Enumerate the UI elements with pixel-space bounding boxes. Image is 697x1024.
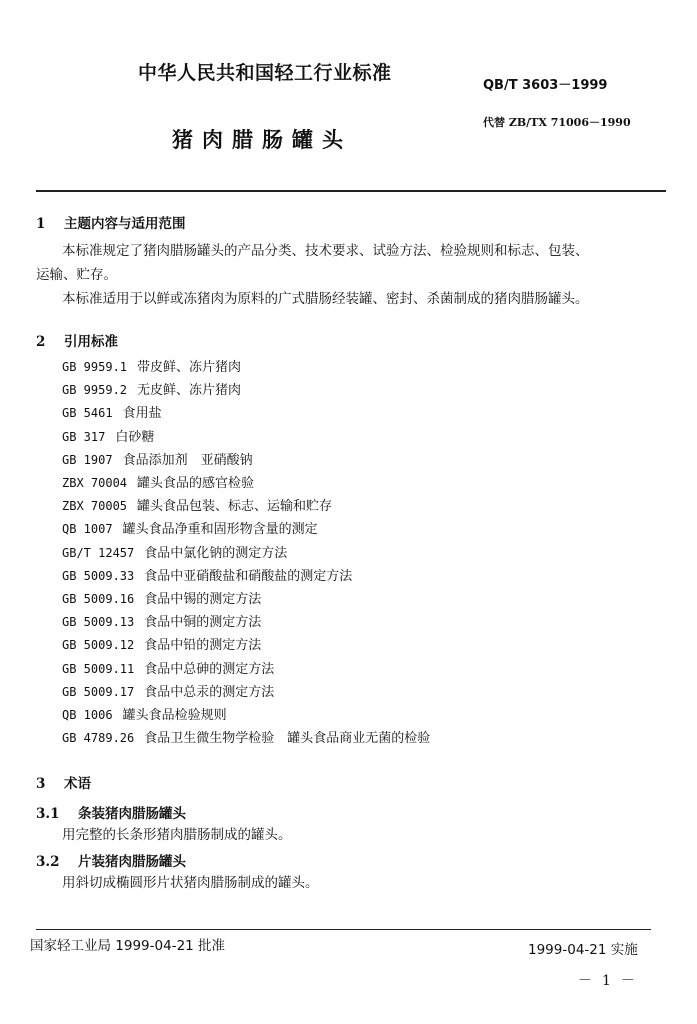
reference-title: 食品中氯化钠的测定方法 bbox=[144, 545, 288, 561]
reference-title: 罐头食品检验规则 bbox=[122, 708, 227, 724]
reference-item bbox=[62, 704, 430, 727]
reference-item bbox=[62, 518, 430, 541]
reference-title: 罐头食品净重和固形物含量的测定 bbox=[122, 522, 318, 538]
subsection-3-1-text: 用完整的长条形猪肉腊肠制成的罐头。 bbox=[62, 827, 292, 843]
section-1-para1-line2: 运输、贮存。 bbox=[36, 267, 117, 283]
subsection-3-2-text: 用斜切成椭圆形片状猪肉腊肠制成的罐头。 bbox=[62, 875, 319, 891]
section-1-para2: 本标准适用于以鲜或冻猪肉为原料的广式腊肠经装罐、密封、杀菌制成的猪肉腊肠罐头。 bbox=[62, 291, 589, 307]
reference-title: 食品中总砷的测定方法 bbox=[144, 661, 275, 677]
reference-code: GB 5461 bbox=[62, 406, 113, 421]
reference-code: GB 4789.26 bbox=[62, 731, 135, 746]
reference-code: ZBX 70004 bbox=[62, 476, 128, 491]
reference-item bbox=[62, 379, 430, 402]
reference-code: GB 1907 bbox=[62, 452, 113, 467]
reference-code: GB 5009.11 bbox=[62, 661, 135, 676]
reference-item bbox=[62, 681, 430, 704]
subsection-3-1-heading bbox=[36, 802, 186, 822]
section-3-title: 术语 bbox=[64, 776, 91, 792]
subsection-3-2-number: 3.2 bbox=[36, 854, 60, 870]
reference-code: QB 1006 bbox=[62, 708, 113, 723]
section-3-number: 3 bbox=[36, 776, 46, 792]
reference-item bbox=[62, 727, 430, 750]
reference-code: ZBX 70005 bbox=[62, 499, 128, 514]
section-2-title: 引用标准 bbox=[64, 334, 118, 350]
reference-code: GB 317 bbox=[62, 429, 106, 444]
section-3-heading bbox=[36, 772, 91, 792]
reference-code: GB 5009.33 bbox=[62, 568, 135, 583]
section-2-heading bbox=[36, 330, 118, 350]
reference-title: 食品中锡的测定方法 bbox=[144, 592, 262, 608]
reference-list bbox=[62, 356, 430, 750]
reference-title: 白砂糖 bbox=[115, 429, 155, 445]
standard-number: QB/T 3603－1999 bbox=[483, 78, 608, 93]
subsection-3-1-number: 3.1 bbox=[36, 806, 60, 822]
reference-title: 食品中铅的测定方法 bbox=[144, 638, 262, 654]
section-1-number: 1 bbox=[36, 216, 46, 232]
reference-title: 带皮鲜、冻片猪肉 bbox=[137, 360, 242, 375]
reference-title: 无皮鲜、冻片猪肉 bbox=[137, 383, 242, 399]
reference-code: GB 5009.12 bbox=[62, 638, 135, 653]
reference-item bbox=[62, 588, 430, 611]
reference-item bbox=[62, 658, 430, 681]
reference-title: 食品添加剂 亚硝酸钠 bbox=[122, 452, 253, 468]
reference-code: GB 5009.16 bbox=[62, 592, 135, 607]
reference-title: 罐头食品包装、标志、运输和贮存 bbox=[137, 499, 333, 515]
header-divider bbox=[36, 190, 666, 192]
reference-code: GB 5009.17 bbox=[62, 684, 135, 699]
reference-item bbox=[62, 542, 430, 565]
footer-divider bbox=[36, 929, 651, 930]
subsection-3-2-title: 片装猪肉腊肠罐头 bbox=[78, 854, 186, 870]
reference-code: GB 9959.2 bbox=[62, 383, 128, 398]
replaces-standard: 代替 ZB/TX 71006－1990 bbox=[483, 116, 631, 129]
subsection-3-2-heading bbox=[36, 850, 186, 870]
reference-title: 食品中亚硝酸盐和硝酸盐的测定方法 bbox=[144, 568, 353, 584]
section-2-number: 2 bbox=[36, 334, 46, 350]
industry-standard-title: 中华人民共和国轻工行业标准 bbox=[138, 62, 392, 84]
reference-item bbox=[62, 449, 430, 472]
document-title: 猪肉腊肠罐头 bbox=[172, 128, 352, 152]
reference-code: QB 1007 bbox=[62, 522, 113, 537]
effective-date: 1999-04-21 实施 bbox=[528, 942, 638, 958]
reference-item bbox=[62, 426, 430, 449]
reference-item bbox=[62, 634, 430, 657]
reference-item bbox=[62, 611, 430, 634]
reference-title: 罐头食品的感官检验 bbox=[137, 476, 255, 492]
section-1-title: 主题内容与适用范围 bbox=[64, 216, 186, 232]
reference-code: GB 5009.13 bbox=[62, 615, 135, 630]
reference-item bbox=[62, 356, 430, 379]
approval-statement: 国家轻工业局 1999-04-21 批准 bbox=[30, 938, 226, 954]
reference-item bbox=[62, 402, 430, 425]
page-number: －1－ bbox=[578, 973, 645, 989]
section-1-para1-line1: 本标准规定了猪肉腊肠罐头的产品分类、技术要求、试验方法、检验规则和标志、包装、 bbox=[62, 243, 589, 259]
reference-item bbox=[62, 565, 430, 588]
reference-title: 食品中总汞的测定方法 bbox=[144, 684, 275, 700]
reference-item bbox=[62, 495, 430, 518]
reference-code: GB 9959.1 bbox=[62, 360, 128, 374]
reference-title: 食品中铜的测定方法 bbox=[144, 615, 262, 631]
subsection-3-1-title: 条装猪肉腊肠罐头 bbox=[78, 806, 186, 822]
section-1-heading bbox=[36, 212, 186, 232]
reference-item bbox=[62, 472, 430, 495]
reference-code: GB/T 12457 bbox=[62, 545, 135, 560]
reference-title: 食品卫生微生物学检验 罐头食品商业无菌的检验 bbox=[144, 731, 431, 747]
reference-title: 食用盐 bbox=[122, 406, 162, 422]
